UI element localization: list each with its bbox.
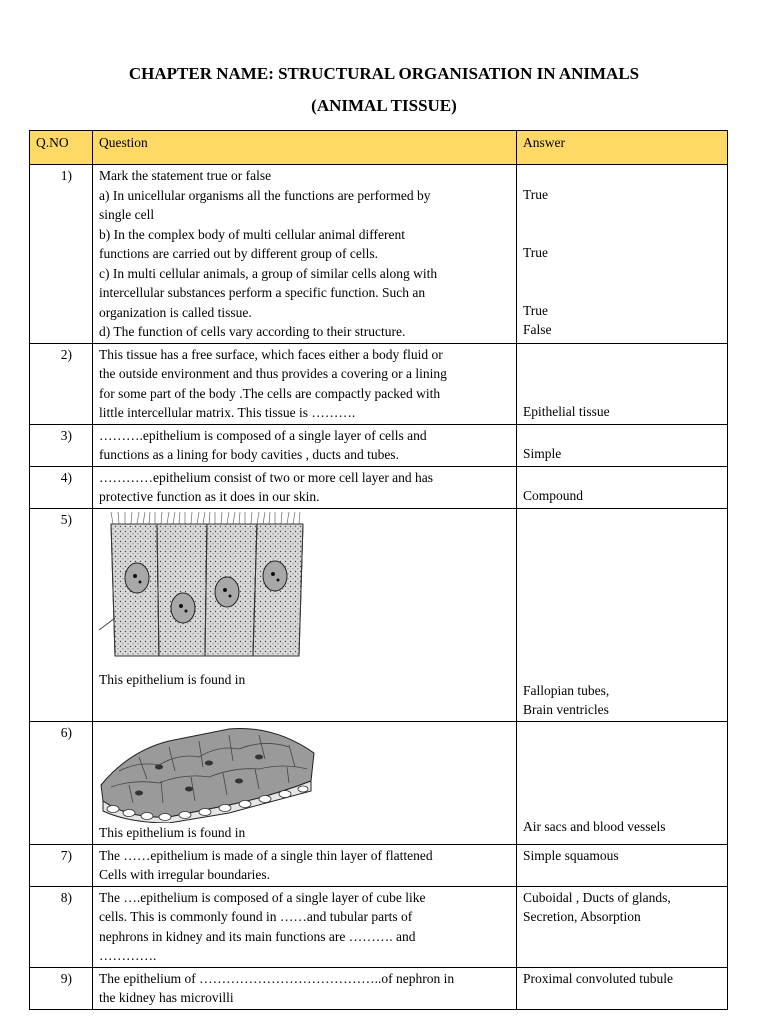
answer-text: True bbox=[523, 303, 549, 318]
answer-text: Compound bbox=[523, 487, 584, 503]
answer-cell bbox=[517, 165, 728, 344]
answer-cell bbox=[517, 466, 728, 508]
table-row bbox=[30, 424, 728, 466]
table-header-row bbox=[30, 131, 728, 165]
question-cell bbox=[93, 508, 517, 721]
question-line: b) In the complex body of multi cellular animal different bbox=[99, 226, 406, 242]
question-line: nephrons in kidney and its main functions are ………. and bbox=[99, 928, 416, 944]
column-header-question: Question bbox=[93, 131, 517, 165]
question-line: cells. This is commonly found in ……and tubular parts of bbox=[99, 909, 413, 924]
question-line: Mark the statement true or false bbox=[99, 168, 272, 183]
ciliated-columnar-epithelium-icon bbox=[99, 510, 314, 658]
answer-cell bbox=[517, 886, 728, 967]
question-cell bbox=[93, 886, 517, 967]
question-line: This tissue has a free surface, which faces either a body fluid or bbox=[99, 346, 443, 362]
chapter-subtitle: (ANIMAL TISSUE) bbox=[311, 96, 457, 115]
question-number: 3) bbox=[30, 424, 93, 466]
question-number: 9) bbox=[30, 967, 93, 1009]
answer-cell bbox=[517, 424, 728, 466]
question-line: organization is called tissue. bbox=[99, 304, 252, 320]
question-line: a) In unicellular organisms all the functions are performed by bbox=[99, 187, 431, 203]
question-number: 1) bbox=[30, 165, 93, 344]
question-line: little intercellular matrix. This tissue is ………. bbox=[99, 405, 356, 420]
question-number: 2) bbox=[30, 343, 93, 424]
question-line: c) In multi cellular animals, a group of similar cells along with bbox=[99, 265, 438, 281]
question-number: 7) bbox=[30, 844, 93, 886]
question-line: functions as a lining for body cavities , ducts and tubes. bbox=[99, 447, 399, 462]
question-line: The epithelium of …………………………………..of nephron in bbox=[99, 970, 455, 986]
answer-text: Cuboidal , Ducts of glands, bbox=[523, 889, 671, 905]
answer-cell bbox=[517, 721, 728, 844]
question-line: This epithelium is found in bbox=[99, 671, 246, 687]
question-line: This epithelium is found in bbox=[99, 824, 246, 840]
table-row bbox=[30, 508, 728, 721]
question-cell bbox=[93, 343, 517, 424]
question-line: …………epithelium consist of two or more cell layer and has bbox=[99, 469, 434, 485]
question-cell bbox=[93, 967, 517, 1009]
column-header-qno: Q.NO bbox=[30, 131, 93, 165]
answer-cell bbox=[517, 343, 728, 424]
answer-text: True bbox=[523, 187, 549, 202]
answer-cell bbox=[517, 844, 728, 886]
question-cell bbox=[93, 165, 517, 344]
question-line: functions are carried out by different group of cells. bbox=[99, 246, 379, 261]
answer-text: Epithelial tissue bbox=[523, 403, 610, 419]
question-line: …………. bbox=[99, 948, 157, 963]
question-line: The ……epithelium is made of a single thin layer of flattened bbox=[99, 847, 433, 863]
question-cell bbox=[93, 721, 517, 844]
table-row bbox=[30, 721, 728, 844]
question-number: 6) bbox=[30, 721, 93, 844]
table-row bbox=[30, 844, 728, 886]
answer-text: Simple squamous bbox=[523, 847, 619, 863]
table-row bbox=[30, 343, 728, 424]
question-line: for some part of the body .The cells are compactly packed with bbox=[99, 385, 441, 401]
question-cell bbox=[93, 424, 517, 466]
table-row bbox=[30, 466, 728, 508]
question-cell bbox=[93, 844, 517, 886]
question-line: the kidney has microvilli bbox=[99, 990, 234, 1005]
table-row bbox=[30, 165, 728, 344]
answer-text: False bbox=[523, 322, 552, 337]
question-line: The ….epithelium is composed of a single layer of cube like bbox=[99, 889, 426, 905]
answer-text: Secretion, Absorption bbox=[523, 909, 641, 924]
question-number: 4) bbox=[30, 466, 93, 508]
question-line: protective function as it does in our skin. bbox=[99, 489, 320, 504]
qa-table bbox=[29, 130, 728, 1010]
question-line: intercellular substances perform a specific function. Such an bbox=[99, 285, 426, 300]
question-line: ……….epithelium is composed of a single layer of cells and bbox=[99, 427, 427, 443]
answer-text: True bbox=[523, 245, 549, 260]
question-line: the outside environment and thus provides a covering or a lining bbox=[99, 366, 447, 381]
answer-text: Brain ventricles bbox=[523, 701, 609, 717]
chapter-title: CHAPTER NAME: STRUCTURAL ORGANISATION IN ANIMALS bbox=[128, 64, 640, 83]
table-row bbox=[30, 967, 728, 1009]
question-number: 8) bbox=[30, 886, 93, 967]
question-cell bbox=[93, 466, 517, 508]
question-line: Cells with irregular boundaries. bbox=[99, 867, 270, 882]
question-number: 5) bbox=[30, 508, 93, 721]
question-line: d) The function of cells vary according to their structure. bbox=[99, 324, 406, 339]
answer-text: Proximal convoluted tubule bbox=[523, 970, 673, 986]
answer-text: Air sacs and blood vessels bbox=[523, 818, 666, 834]
question-line: single cell bbox=[99, 207, 155, 222]
table-row bbox=[30, 886, 728, 967]
column-header-answer: Answer bbox=[517, 131, 728, 165]
answer-cell bbox=[517, 967, 728, 1009]
answer-text: Fallopian tubes, bbox=[523, 682, 610, 698]
answer-text: Simple bbox=[523, 445, 562, 461]
answer-cell bbox=[517, 508, 728, 721]
squamous-epithelium-icon bbox=[99, 723, 319, 823]
